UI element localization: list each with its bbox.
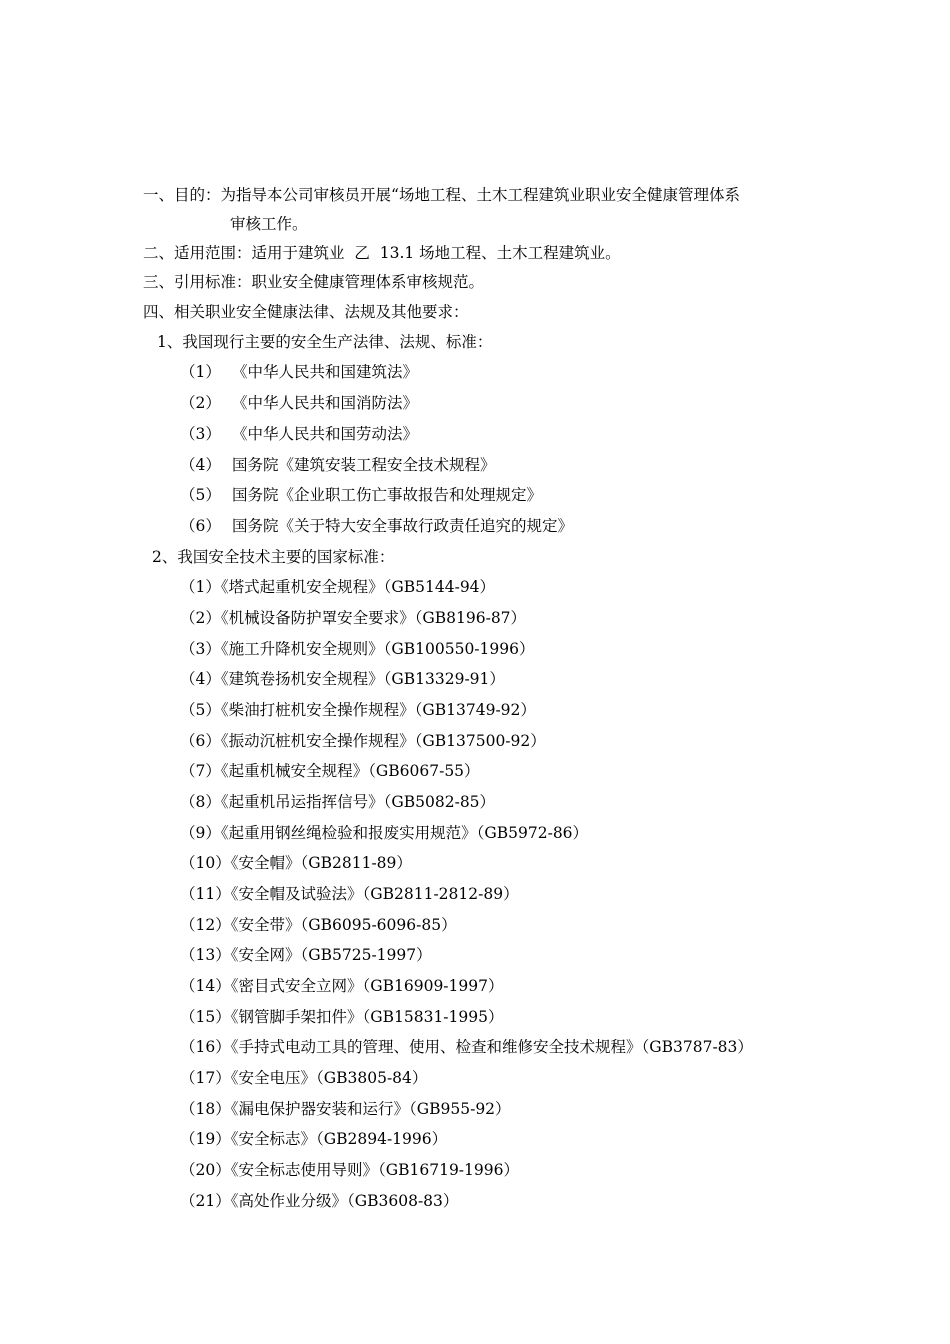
section-3-label: 三、引用标准：: [143, 273, 252, 291]
standard-item: （1）《塔式起重机安全规程》（GB5144-94）: [180, 578, 496, 596]
standard-item: （3）《施工升降机安全规则》（GB100550-1996）: [180, 640, 535, 658]
section-2-line: [143, 243, 621, 263]
section-1-label: 一、目的：: [143, 186, 221, 204]
item-number: （2）: [180, 394, 221, 412]
standard-item: （13）《安全网》（GB5725-1997）: [180, 946, 432, 964]
standard-item: （4）《建筑卷扬机安全规程》（GB13329-91）: [180, 670, 505, 688]
standard-item: （2）《机械设备防护罩安全要求》（GB8196-87）: [180, 609, 527, 627]
section-1-line: [143, 185, 740, 205]
section-1-text: 为指导本公司审核员开展“场地工程、土木工程建筑业职业安全健康管理体系: [220, 186, 740, 204]
standard-item: （14）《密目式安全立网》（GB16909-1997）: [180, 977, 504, 995]
section-4-heading: 四、相关职业安全健康法律、法规及其他要求：: [143, 303, 469, 321]
standard-item: （8）《起重机吊运指挥信号》（GB5082-85）: [180, 793, 496, 811]
list-item: [180, 485, 542, 505]
standard-item: （7）《起重机械安全规程》（GB6067-55）: [180, 762, 480, 780]
list-item: [180, 455, 496, 475]
section-2-label: 二、适用范围：: [143, 244, 252, 262]
standard-item: （15）《钢管脚手架扣件》（GB15831-1995）: [180, 1008, 504, 1026]
section-2-text: 适用于建筑业 乙 13.1 场地工程、土木工程建筑业。: [251, 244, 621, 262]
item-text: 国务院《建筑安装工程安全技术规程》: [232, 456, 496, 474]
standard-item: （12）《安全带》（GB6095-6096-85）: [180, 916, 457, 934]
item-text: 《中华人民共和国消防法》: [232, 394, 419, 412]
item-number: （6）: [180, 517, 221, 535]
standard-item: （17）《安全电压》（GB3805-84）: [180, 1069, 428, 1087]
standard-item: （11）《安全帽及试验法》（GB2811-2812-89）: [180, 885, 519, 903]
section-3-line: [143, 272, 484, 292]
list-item: [180, 393, 418, 413]
item-text: 国务院《关于特大安全事故行政责任追究的规定》: [232, 517, 574, 535]
standard-item: （16）《手持式电动工具的管理、使用、检查和维修安全技术规程》（GB3787-83）: [180, 1038, 753, 1056]
standard-item: （21）《高处作业分级》（GB3608-83）: [180, 1192, 459, 1210]
standard-item: （18）《漏电保护器安装和运行》（GB955-92）: [180, 1100, 511, 1118]
list-item: [180, 362, 418, 382]
section-1-continuation: 审核工作。: [230, 215, 308, 233]
item-number: （1）: [180, 363, 221, 381]
standard-item: （5）《柴油打桩机安全操作规程》（GB13749-92）: [180, 701, 536, 719]
standard-item: （19）《安全标志》（GB2894-1996）: [180, 1130, 448, 1148]
item-text: 国务院《企业职工伤亡事故报告和处理规定》: [232, 486, 543, 504]
item-number: （5）: [180, 486, 221, 504]
sub2-heading: 2、我国安全技术主要的国家标准：: [152, 548, 395, 566]
list-item: [180, 424, 418, 444]
standard-item: （9）《起重用钢丝绳检验和报废实用规范》（GB5972-86）: [180, 824, 589, 842]
section-3-text: 职业安全健康管理体系审核规范。: [251, 273, 485, 291]
sub1-heading: 1、我国现行主要的安全生产法律、法规、标准：: [157, 333, 493, 351]
item-number: （3）: [180, 425, 221, 443]
standard-item: （10）《安全帽》（GB2811-89）: [180, 854, 412, 872]
standard-item: （20）《安全标志使用导则》（GB16719-1996）: [180, 1161, 519, 1179]
item-text: 《中华人民共和国劳动法》: [232, 425, 419, 443]
item-number: （4）: [180, 456, 221, 474]
list-item: [180, 516, 573, 536]
item-text: 《中华人民共和国建筑法》: [232, 363, 419, 381]
standard-item: （6）《振动沉桩机安全操作规程》（GB137500-92）: [180, 732, 546, 750]
